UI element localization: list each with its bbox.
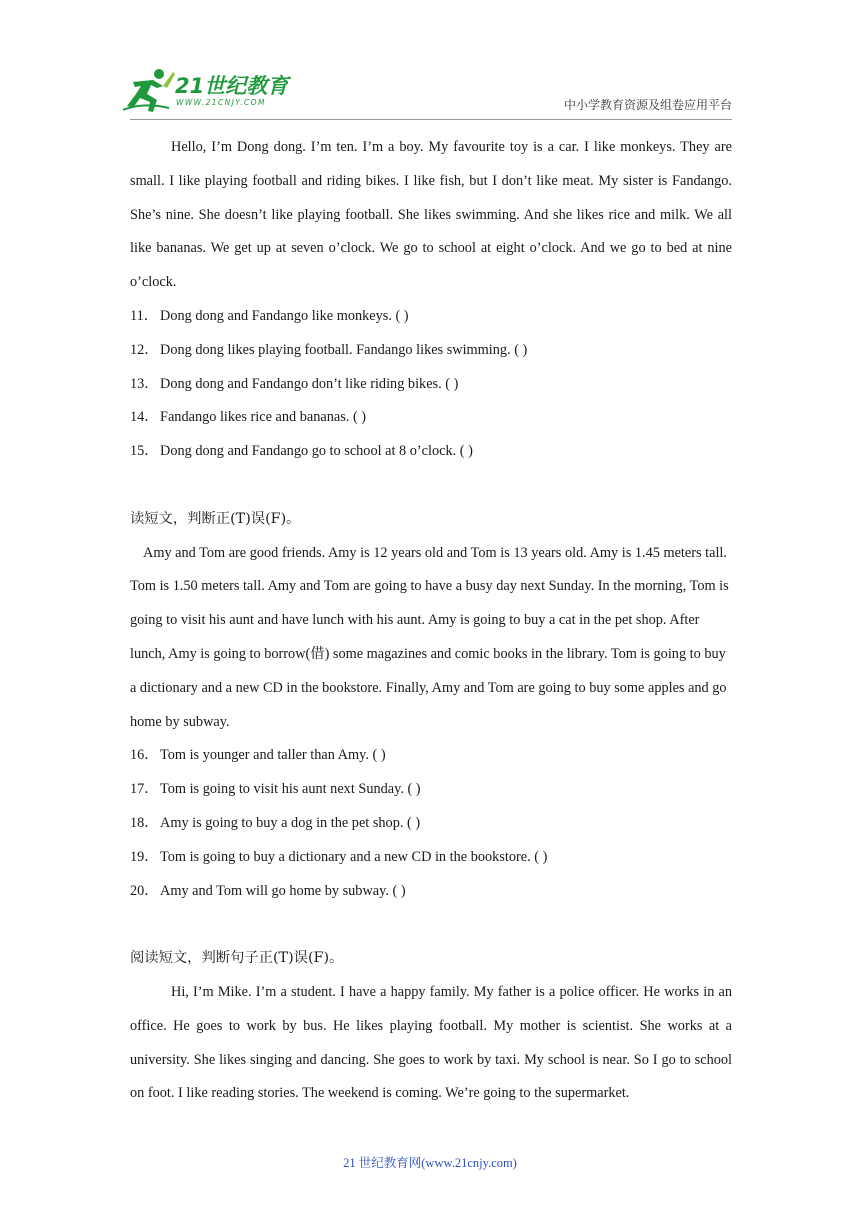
section-2-title: 读短文，判断正(T)误(F)。	[130, 510, 301, 527]
spacer	[130, 908, 732, 942]
question-number: 14．	[130, 409, 159, 426]
question-text: Tom is younger and taller than Amy. ( )	[160, 747, 386, 764]
question-item	[130, 300, 732, 334]
logo-url: WWW.21CNJY.COM	[176, 98, 266, 107]
passage-2: Amy and Tom are good friends. Amy is 12 years old and Tom is 13 years old. Amy is 1.45 meters tall. Tom is 1.50 meters tall. Amy and Tom are going to have a busy day next Sunday. In the morning, Tom is going to visit his aunt and have lunch with his aunt. Amy is going to buy a cat in the pet shop. After lunch, Amy is going to borrow(借) some magazines and comic books in the library. Tom is going to buy a dictionary and a new CD in the bookstore. Finally, Amy and Tom are going to buy some apples and go home by subway.	[130, 544, 729, 730]
logo-text: 21世纪教育	[175, 74, 289, 98]
page-header	[0, 0, 860, 124]
spacer	[130, 469, 732, 503]
question-number: 17．	[130, 781, 159, 798]
question-item	[130, 841, 732, 875]
logo	[123, 68, 293, 116]
section-3-title: 阅读短文，判断句子正(T)误(F)。	[130, 950, 344, 967]
question-text: Amy is going to buy a dog in the pet shop. ( )	[160, 814, 421, 831]
question-text: Dong dong likes playing football. Fandango likes swimming. ( )	[160, 341, 528, 358]
question-number: 13．	[130, 375, 159, 392]
question-number: 20．	[130, 882, 159, 899]
question-item	[130, 334, 732, 368]
question-list-2	[130, 739, 732, 908]
question-item	[130, 773, 732, 807]
question-number: 12．	[130, 341, 159, 358]
question-number: 19．	[130, 848, 159, 865]
question-item	[130, 739, 732, 773]
question-number: 11．	[130, 307, 159, 324]
question-list-1	[130, 300, 732, 469]
question-text: Dong dong and Fandango go to school at 8 o’clock. ( )	[160, 443, 473, 460]
passage-3: Hi, I’m Mike. I’m a student. I have a happy family. My father is a police officer. He works in an office. He goes to work by bus. He likes playing football. My mother is scientist. She works at a university. She likes singing and dancing. She goes to work by taxi. My school is near. So I go to school on foot. I like reading stories. The weekend is coming. We’re going to the supermarket.	[130, 983, 732, 1102]
question-item	[130, 807, 732, 841]
runner-icon	[123, 68, 175, 114]
header-tagline: 中小学教育资源及组卷应用平台	[563, 98, 732, 112]
question-text: Amy and Tom will go home by subway. ( )	[160, 882, 406, 899]
question-text: Dong dong and Fandango like monkeys. ( )	[160, 307, 409, 324]
page-footer: 21 世纪教育网(www.21cnjy.com)	[343, 1156, 517, 1170]
question-text: Dong dong and Fandango don’t like riding bikes. ( )	[160, 375, 459, 392]
question-text: Tom is going to visit his aunt next Sunday. ( )	[160, 781, 421, 798]
question-item	[130, 435, 732, 469]
question-number: 16．	[130, 747, 159, 764]
header-divider	[130, 119, 732, 120]
question-text: Fandango likes rice and bananas. ( )	[160, 409, 367, 426]
question-number: 18．	[130, 814, 159, 831]
question-item	[130, 875, 732, 909]
question-item	[130, 401, 732, 435]
question-item	[130, 368, 732, 402]
passage-1: Hello, I’m Dong dong. I’m ten. I’m a boy. My favourite toy is a car. I like monkeys. They are small. I like playing football and riding bikes. I like fish, but I don’t like meat. My sister is Fandango. She’s nine. She doesn’t like playing football. She likes swimming. And she likes rice and milk. We all like bananas. We get up at seven o’clock. We go to school at eight o’clock. And we go to bed at nine o’clock.	[130, 139, 732, 291]
document-body	[130, 131, 732, 1111]
question-number: 15．	[130, 443, 159, 460]
question-text: Tom is going to buy a dictionary and a new CD in the bookstore. ( )	[160, 848, 548, 865]
